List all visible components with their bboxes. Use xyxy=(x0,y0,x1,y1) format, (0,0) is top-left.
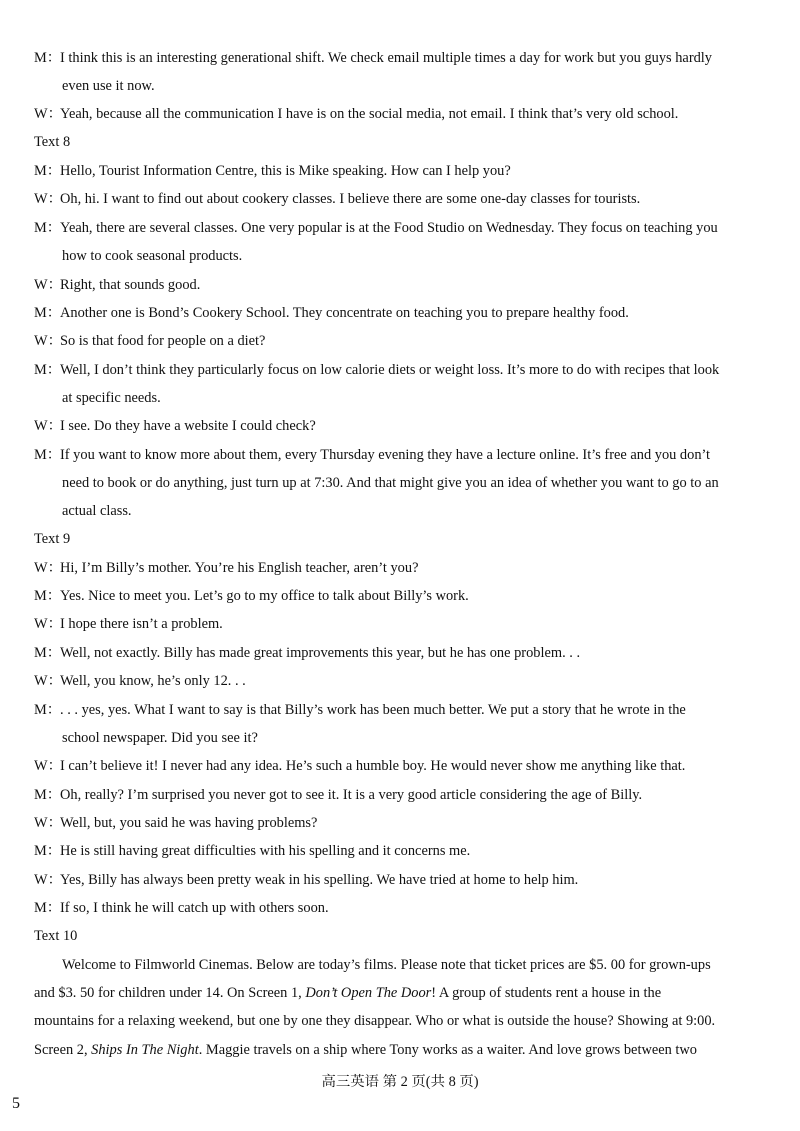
page-number: 5 xyxy=(12,1095,20,1112)
dialogue-continuation: how to cook seasonal products. xyxy=(62,248,243,264)
paragraph-line: Screen 2, Ships In The Night. Maggie travels on a ship where Tony works as a waiter. And love grows between two xyxy=(34,1042,697,1058)
dialogue-line: M：He is still having great difficulties with his spelling and it concerns me. xyxy=(34,843,471,859)
dialogue-line: W：Yeah, because all the communication I have is on the social media, not email. I think that’s very old school. xyxy=(34,106,679,122)
film-title: Ships In The Night xyxy=(91,1042,199,1058)
section-heading-text-9: Text 9 xyxy=(34,531,71,547)
paragraph-line: and $3. 50 for children under 14. On Screen 1, Don’t Open The Door! A group of students rent a house in the xyxy=(34,985,662,1001)
section-heading-text-8: Text 8 xyxy=(34,134,71,150)
dialogue-continuation: need to book or do anything, just turn up at 7:30. And that might give you an idea of whether you want to go to an xyxy=(62,475,719,491)
paragraph-line: Welcome to Filmworld Cinemas. Below are today’s films. Please note that ticket prices are $5. 00 for grown-ups xyxy=(62,957,711,973)
dialogue-line: W：Well, but, you said he was having problems? xyxy=(34,815,318,831)
dialogue-line: W：Yes, Billy has always been pretty weak in his spelling. We have tried at home to help him. xyxy=(34,872,579,888)
paragraph-line: mountains for a relaxing weekend, but one by one they disappear. Who or what is outside the house? Showing at 9:00. xyxy=(34,1013,716,1029)
dialogue-line: M：Well, not exactly. Billy has made great improvements this year, but he has one problem. . . xyxy=(34,645,581,661)
dialogue-continuation: even use it now. xyxy=(62,78,155,94)
dialogue-line: W：Well, you know, he’s only 12. . . xyxy=(34,673,246,689)
dialogue-line: W：Hi, I’m Billy’s mother. You’re his English teacher, aren’t you? xyxy=(34,560,419,576)
film-title: Don’t Open The Door xyxy=(305,985,432,1001)
dialogue-line: M：Another one is Bond’s Cookery School. They concentrate on teaching you to prepare healthy food. xyxy=(34,305,629,321)
page-footer: 高三英语 第 2 页(共 8 页) xyxy=(321,1074,479,1090)
dialogue-line: M：I think this is an interesting generational shift. We check email multiple times a day for work but you guys hardly xyxy=(34,50,713,66)
section-heading-text-10: Text 10 xyxy=(34,928,78,944)
dialogue-continuation: actual class. xyxy=(62,503,132,519)
dialogue-continuation: school newspaper. Did you see it? xyxy=(62,730,258,746)
dialogue-line: W：Right, that sounds good. xyxy=(34,277,201,293)
dialogue-line: W：I see. Do they have a website I could check? xyxy=(34,418,316,434)
dialogue-line: M：Yeah, there are several classes. One very popular is at the Food Studio on Wednesday. They focus on teaching you xyxy=(34,220,718,236)
dialogue-line: M：If you want to know more about them, every Thursday evening they have a lecture online. It’s free and you don’t xyxy=(34,447,711,463)
dialogue-line: M：Hello, Tourist Information Centre, this is Mike speaking. How can I help you? xyxy=(34,163,511,179)
dialogue-line: W：Oh, hi. I want to find out about cookery classes. I believe there are some one-day classes for tourists. xyxy=(34,191,641,207)
dialogue-line: M：Well, I don’t think they particularly focus on low calorie diets or weight loss. It’s more to do with recipes that look xyxy=(34,362,720,378)
dialogue-line: W：I hope there isn’t a problem. xyxy=(34,616,223,632)
dialogue-line: M：If so, I think he will catch up with others soon. xyxy=(34,900,329,916)
dialogue-line: M：Oh, really? I’m surprised you never got to see it. It is a very good article considering the age of Billy. xyxy=(34,787,643,803)
dialogue-line: W：So is that food for people on a diet? xyxy=(34,333,266,349)
dialogue-line: W：I can’t believe it! I never had any idea. He’s such a humble boy. He would never show me anything like that. xyxy=(34,758,686,774)
dialogue-line: M：Yes. Nice to meet you. Let’s go to my office to talk about Billy’s work. xyxy=(34,588,469,604)
dialogue-continuation: at specific needs. xyxy=(62,390,161,406)
dialogue-line: M：. . . yes, yes. What I want to say is that Billy’s work has been much better. We put a story that he wrote in the xyxy=(34,702,686,718)
